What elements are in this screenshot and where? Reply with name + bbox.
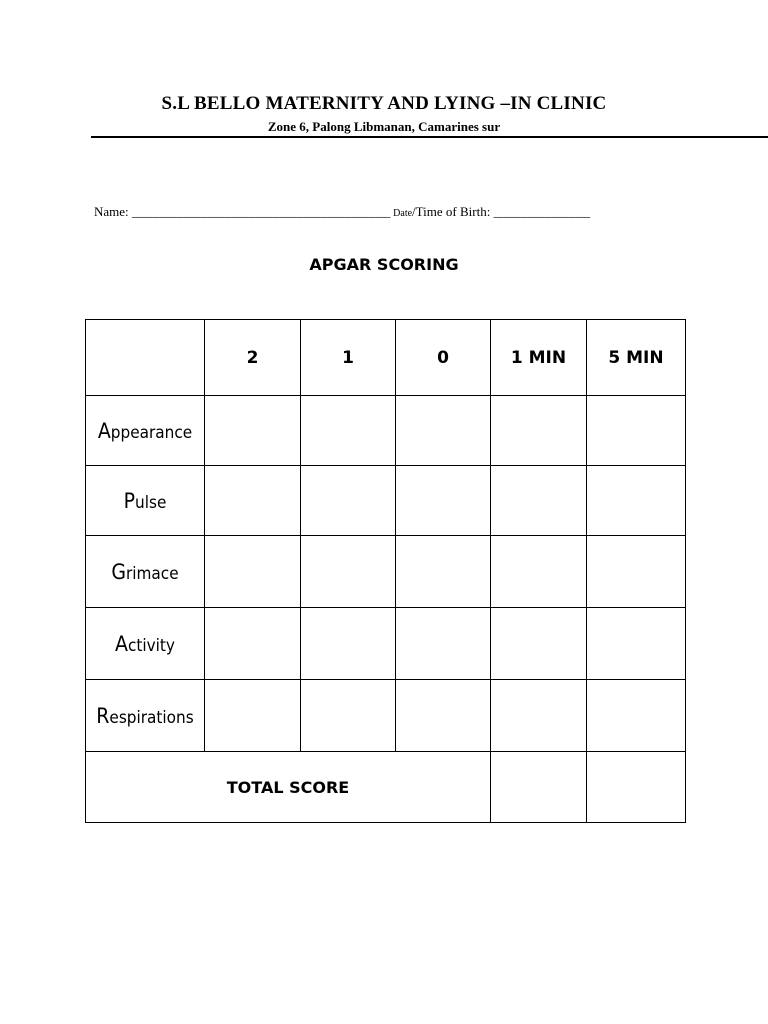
column-header-score-1: 1 xyxy=(301,320,396,396)
score-cell[interactable] xyxy=(301,608,396,680)
criterion-grimace: Grimace xyxy=(86,536,205,608)
column-header-score-2: 2 xyxy=(205,320,301,396)
name-label: Name: xyxy=(94,204,129,219)
score-cell[interactable] xyxy=(491,680,587,752)
score-cell[interactable] xyxy=(587,396,686,466)
score-cell[interactable] xyxy=(587,680,686,752)
total-score-row xyxy=(86,752,686,823)
score-cell[interactable] xyxy=(396,680,491,752)
header-row xyxy=(86,320,686,396)
criterion-respirations: Respirations xyxy=(86,680,205,752)
table-row-grimace xyxy=(86,536,686,608)
table-row-respirations xyxy=(86,680,686,752)
score-cell[interactable] xyxy=(205,396,301,466)
clinic-address: Zone 6, Palong Libmanan, Camarines sur xyxy=(267,119,501,134)
time-of-birth-label: /Time of Birth: xyxy=(412,204,491,219)
score-cell[interactable] xyxy=(587,536,686,608)
table-row-pulse xyxy=(86,466,686,536)
score-cell[interactable] xyxy=(205,680,301,752)
score-cell[interactable] xyxy=(491,536,587,608)
criterion-activity: Activity xyxy=(86,608,205,680)
header-divider xyxy=(91,136,768,138)
score-cell[interactable] xyxy=(301,536,396,608)
form-title: APGAR SCORING xyxy=(309,255,459,274)
column-header-1-min: 1 MIN xyxy=(491,320,587,396)
corner-cell xyxy=(86,320,205,396)
score-cell[interactable] xyxy=(205,608,301,680)
clinic-name: S.L BELLO MATERNITY AND LYING –IN CLINIC xyxy=(161,93,607,114)
score-cell[interactable] xyxy=(396,396,491,466)
score-cell[interactable] xyxy=(491,608,587,680)
score-cell[interactable] xyxy=(396,608,491,680)
date-label: Date xyxy=(393,208,413,219)
score-cell[interactable] xyxy=(396,466,491,536)
score-cell[interactable] xyxy=(205,466,301,536)
total-score-label: TOTAL SCORE xyxy=(86,752,491,823)
score-cell[interactable] xyxy=(587,466,686,536)
score-cell[interactable] xyxy=(301,396,396,466)
score-cell[interactable] xyxy=(491,466,587,536)
total-5-min-cell[interactable] xyxy=(587,752,686,823)
table-row-appearance xyxy=(86,396,686,466)
name-field[interactable]: ___________________________________________ xyxy=(131,204,390,219)
score-cell[interactable] xyxy=(587,608,686,680)
total-1-min-cell[interactable] xyxy=(491,752,587,823)
score-cell[interactable] xyxy=(396,536,491,608)
score-cell[interactable] xyxy=(205,536,301,608)
criterion-appearance: Appearance xyxy=(86,396,205,466)
column-header-5-min: 5 MIN xyxy=(587,320,686,396)
column-header-score-0: 0 xyxy=(396,320,491,396)
criterion-pulse: Pulse xyxy=(86,466,205,536)
date-time-field[interactable]: ________________ xyxy=(493,204,590,219)
score-cell[interactable] xyxy=(301,466,396,536)
apgar-table xyxy=(85,319,686,823)
score-cell[interactable] xyxy=(491,396,587,466)
patient-info-line xyxy=(94,204,694,220)
score-cell[interactable] xyxy=(301,680,396,752)
table-row-activity xyxy=(86,608,686,680)
